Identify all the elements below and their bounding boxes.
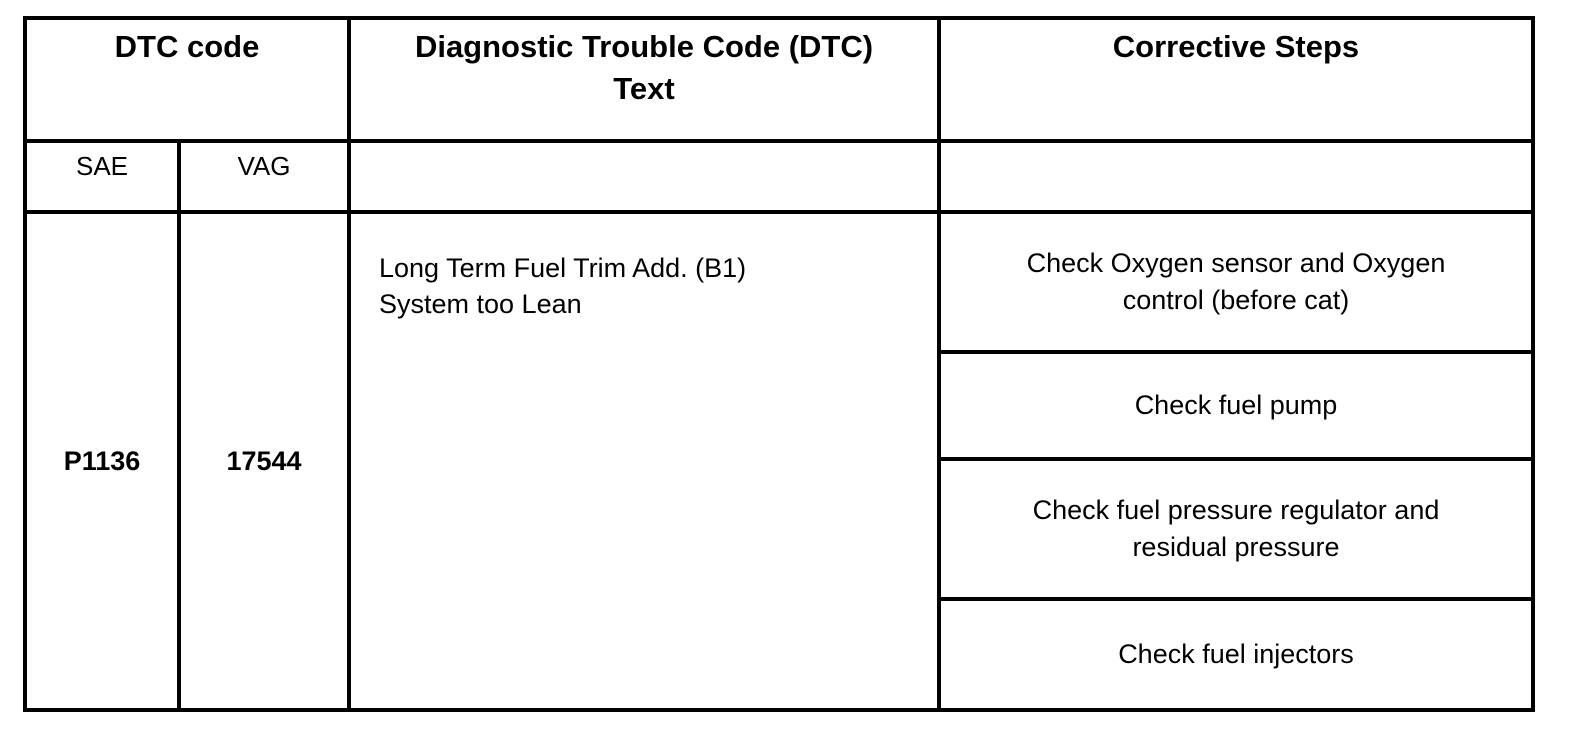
header-row [25,18,1533,141]
corrective-step-2 [939,352,1533,459]
table-row [25,212,1533,352]
subheader-empty-steps [939,141,1533,212]
corrective-step-1-line1: Check Oxygen sensor and Oxygen [1026,248,1446,278]
corrective-step-2-line1: Check fuel pump [1134,390,1338,420]
subheader-vag: VAG [179,141,349,212]
subheader-sae: SAE [25,141,179,212]
sae-code-cell: P1136 [25,212,179,710]
header-corrective-steps: Corrective Steps [939,18,1533,141]
corrective-step-3-line1: Check fuel pressure regulator and [1032,495,1440,525]
corrective-step-3 [939,459,1533,599]
header-dtc-text [349,18,939,141]
subheader-empty-text [349,141,939,212]
dtc-table [23,16,1535,712]
dtc-text-cell [349,212,939,710]
corrective-step-1 [939,212,1533,352]
dtc-text-line1: Long Term Fuel Trim Add. (B1) [379,253,747,283]
header-dtc-text-line2: Text [613,71,675,106]
corrective-step-4 [939,599,1533,710]
dtc-text-line2: System too Lean [379,289,582,319]
corrective-step-1-line2: control (before cat) [1122,285,1350,315]
corrective-step-3-line2: residual pressure [1132,532,1340,562]
subheader-row [25,141,1533,212]
header-dtc-code: DTC code [25,18,349,141]
corrective-step-4-line1: Check fuel injectors [1118,639,1354,669]
header-dtc-text-line1: Diagnostic Trouble Code (DTC) [414,29,874,64]
vag-code-cell: 17544 [179,212,349,710]
